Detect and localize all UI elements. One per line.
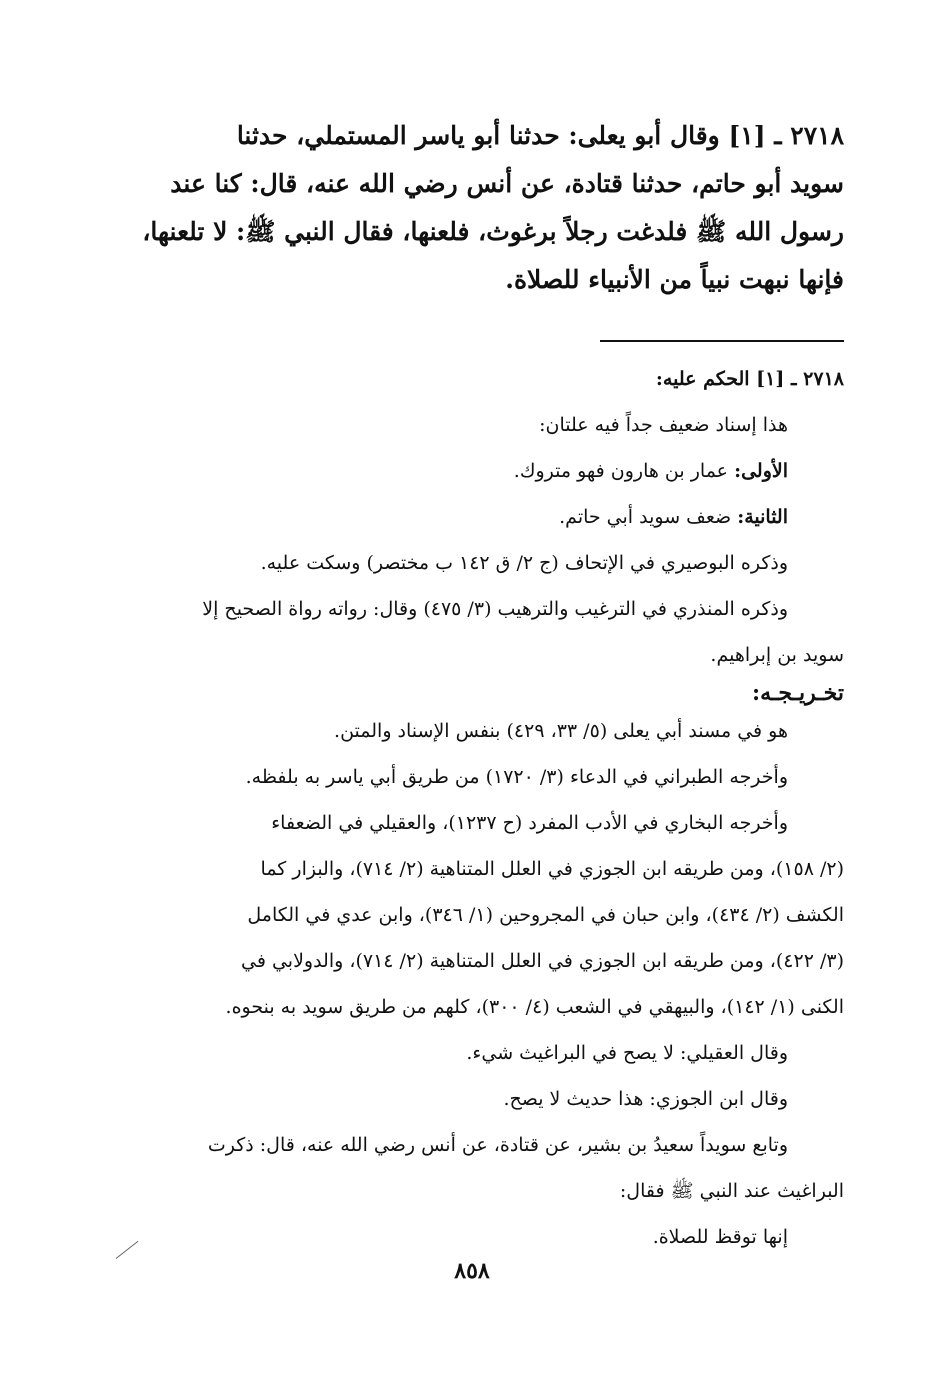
bukhari-line: الكنى (١/ ١٤٢)، والبيهقي في الشعب (٤/ ٣٠٠)، كلهم من طريق سويد به بنحوه. [225,996,844,1018]
final-text: إنها توقظ للصلاة. [652,1226,788,1248]
takhrij-heading: تخـريـجـه: [751,680,844,706]
busiri-note: وذكره البوصيري في الإتحاف (ج ٢/ ق ١٤٢ ب مختصر) وسكت عليه. [260,552,788,574]
bukhari-line: (٣/ ٤٢٢)، ومن طريقه ابن الجوزي في العلل المتناهية (٢/ ٧١٤)، والدولابي في [240,950,844,972]
first-defect-text: عمار بن هارون فهو متروك. [513,460,729,482]
commentary [100,356,844,1260]
ibn-jawzi-note: وقال ابن الجوزي: هذا حديث لا يصح. [503,1088,788,1110]
bukhari-line: وأخرجه البخاري في الأدب المفرد (ح ١٢٣٧)، والعقيلي في الضعفاء [271,812,788,834]
hadith-line: سويد أبو حاتم، حدثنا قتادة، عن أنس رضي الله عنه، قال: كنا عند [170,169,844,198]
hadith-line: رسول الله ﷺ فلدغت رجلاً برغوث، فلعنها، فقال النبي ﷺ: لا تلعنها، [142,217,844,246]
ruling-heading: ٢٧١٨ ـ [١] الحكم عليه: [655,368,844,390]
mundhiri-note-cont: سويد بن إبراهيم. [710,644,844,666]
second-defect [100,494,844,540]
mundhiri-note: وذكره المنذري في الترغيب والترهيب (٣/ ٤٧٥) وقال: رواته رواة الصحيح إلا [202,598,788,620]
hadith-text [100,112,844,304]
tabarani-note: وأخرجه الطبراني في الدعاء (٣/ ١٧٢٠) من طريق أبي ياسر به بلفظه. [245,766,788,788]
footnote-divider [600,340,844,342]
second-defect-label: الثانية: [737,506,788,528]
first-defect [100,448,844,494]
musnad-note: هو في مسند أبي يعلى (٥/ ٣٣، ٤٢٩) بنفس الإسناد والمتن. [334,720,788,742]
first-defect-label: الأولى: [734,460,788,482]
hadith-line: فإنها نبهت نبياً من الأنبياء للصلاة. [505,265,844,294]
page-number: ٨٥٨ [454,1258,490,1284]
uqayli-note: وقال العقيلي: لا يصح في البراغيث شيء. [466,1042,788,1064]
bukhari-line: الكشف (٢/ ٤٣٤)، وابن حبان في المجروحين (١/ ٣٤٦)، وابن عدي في الكامل [247,904,844,926]
hadith-line: ٢٧١٨ ـ [١] وقال أبو يعلى: حدثنا أبو ياسر المستملي، حدثنا [236,121,844,150]
follow-line: البراغيث عند النبي ﷺ فقال: [619,1180,844,1202]
second-defect-text: ضعف سويد أبي حاتم. [559,506,732,528]
bukhari-line: (٢/ ١٥٨)، ومن طريقه ابن الجوزي في العلل المتناهية (٢/ ٧١٤)، والبزار كما [260,858,844,880]
ruling-intro: هذا إسناد ضعيف جداً فيه علتان: [539,414,788,436]
follow-line: وتابع سويداً سعيدُ بن بشير، عن قتادة، عن أنس رضي الله عنه، قال: ذكرت [207,1134,788,1156]
